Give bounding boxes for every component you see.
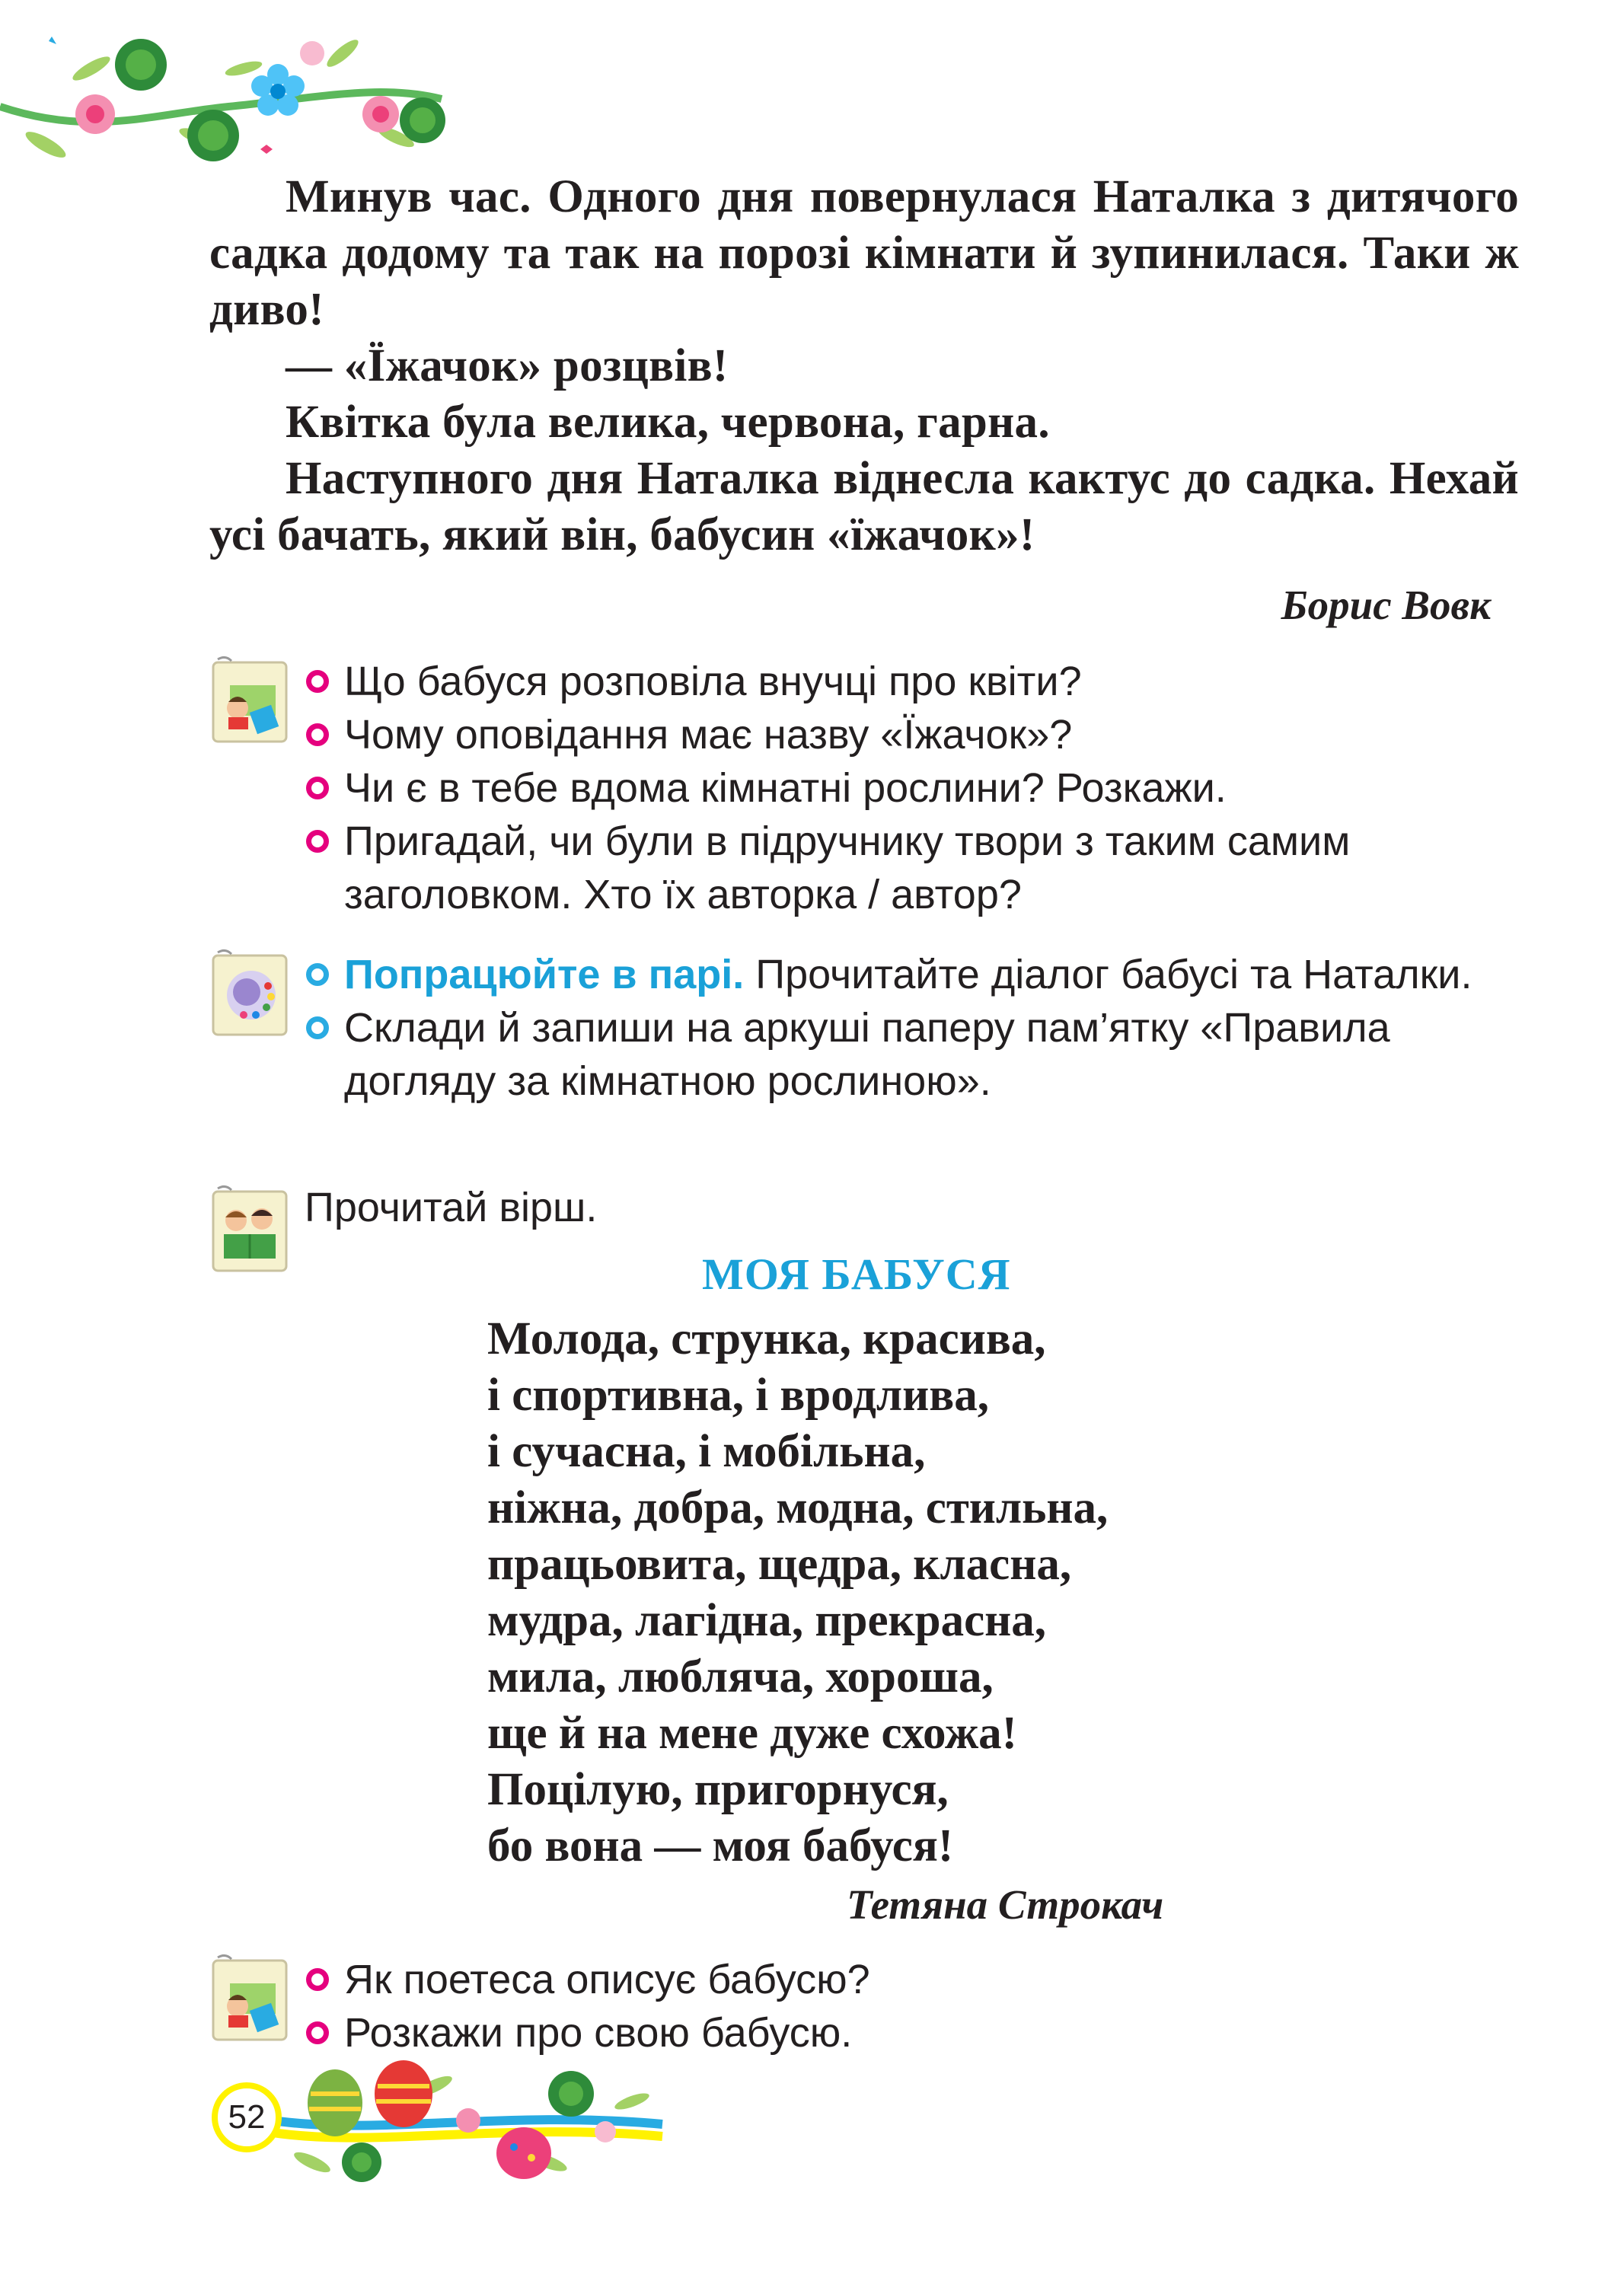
- questions-list: [306, 655, 1524, 921]
- question-text: Як поетеса описує бабусю?: [344, 1957, 870, 2002]
- story-paragraph: Минув час. Одного дня повернулася Наталка з дитячого садка додому та так на порозі кімнати й зупинилася. Таки ж диво!: [209, 171, 1519, 335]
- poem-line: Молода, струнка, красива,: [487, 1313, 1046, 1364]
- question-text: Що бабуся розповіла внучці про квіти?: [344, 659, 1082, 704]
- bullet-icon: [306, 1968, 329, 1991]
- list-item: [306, 2006, 1524, 2059]
- page-number: 52: [212, 2082, 282, 2152]
- list-item: [306, 1953, 1524, 2006]
- poem-line: мила, любляча, хороша,: [487, 1651, 994, 1702]
- reading-children-icon: [207, 1184, 291, 1275]
- poem-line: бо вона — моя бабуся!: [487, 1820, 954, 1871]
- poem: [487, 1311, 1108, 1874]
- bullet-icon: [306, 723, 329, 746]
- bullet-icon: [306, 1016, 329, 1039]
- poem-line: Поцілую, пригорнуся,: [487, 1764, 949, 1815]
- question-children-icon: [207, 655, 291, 746]
- task-text: Склади й запиши на аркуші паперу пам’ятку «Правила догляду за кімнатною рослиною».: [344, 1005, 1390, 1104]
- list-item: [306, 1001, 1524, 1108]
- question-children-icon: [207, 1953, 291, 2044]
- poem-line: і спортивна, і вродлива,: [487, 1370, 989, 1421]
- palette-icon: [207, 948, 291, 1039]
- pair-work-label: Попрацюйте в парі.: [344, 952, 745, 997]
- story-paragraph: — «Їжачок» розцвів!: [286, 340, 729, 391]
- poem-line: ще й на мене дуже схожа!: [487, 1708, 1017, 1759]
- question-text: Розкажи про свою бабусю.: [344, 2010, 853, 2056]
- poem-author: Тетяна Строкач: [847, 1881, 1164, 1928]
- poem-line: працьовита, щедра, класна,: [487, 1539, 1072, 1590]
- list-item: [306, 655, 1524, 708]
- story-text: [209, 169, 1519, 563]
- bullet-icon: [306, 830, 329, 853]
- story-paragraph: Квітка була велика, червона, гарна.: [286, 397, 1050, 448]
- bullet-icon: [306, 963, 329, 986]
- poem-line: мудра, лагідна, прекрасна,: [487, 1595, 1047, 1646]
- poem-line: ніжна, добра, модна, стильна,: [487, 1482, 1109, 1533]
- question-text: Чи є в тебе вдома кімнатні рослини? Розкажи.: [344, 765, 1227, 811]
- task-text: Прочитайте діалог бабусі та Наталки.: [744, 952, 1472, 997]
- bullet-icon: [306, 2021, 329, 2044]
- floral-decoration-top: [0, 23, 457, 168]
- question-text: Пригадай, чи були в підручнику твори з таким самим заголовком. Хто їх авторка / автор?: [344, 818, 1351, 917]
- question-text: Чому оповідання має назву «Їжачок»?: [344, 712, 1073, 758]
- list-item: [306, 708, 1524, 761]
- poem-line: і сучасна, і мобільна,: [487, 1426, 926, 1477]
- tasks-list: [306, 948, 1524, 1108]
- story-paragraph: Наступного дня Наталка віднесла кактус до садка. Нехай усі бачать, який він, бабусин «їжачок»!: [209, 453, 1519, 560]
- list-item: [306, 948, 1524, 1001]
- reading-instruction: Прочитай вірш.: [305, 1185, 598, 1230]
- questions-list: [306, 1953, 1524, 2059]
- bullet-icon: [306, 777, 329, 799]
- poem-title: МОЯ БАБУСЯ: [702, 1249, 1011, 1299]
- list-item: [306, 815, 1524, 921]
- story-author: Борис Вовк: [1281, 582, 1491, 628]
- bullet-icon: [306, 670, 329, 693]
- list-item: [306, 761, 1524, 815]
